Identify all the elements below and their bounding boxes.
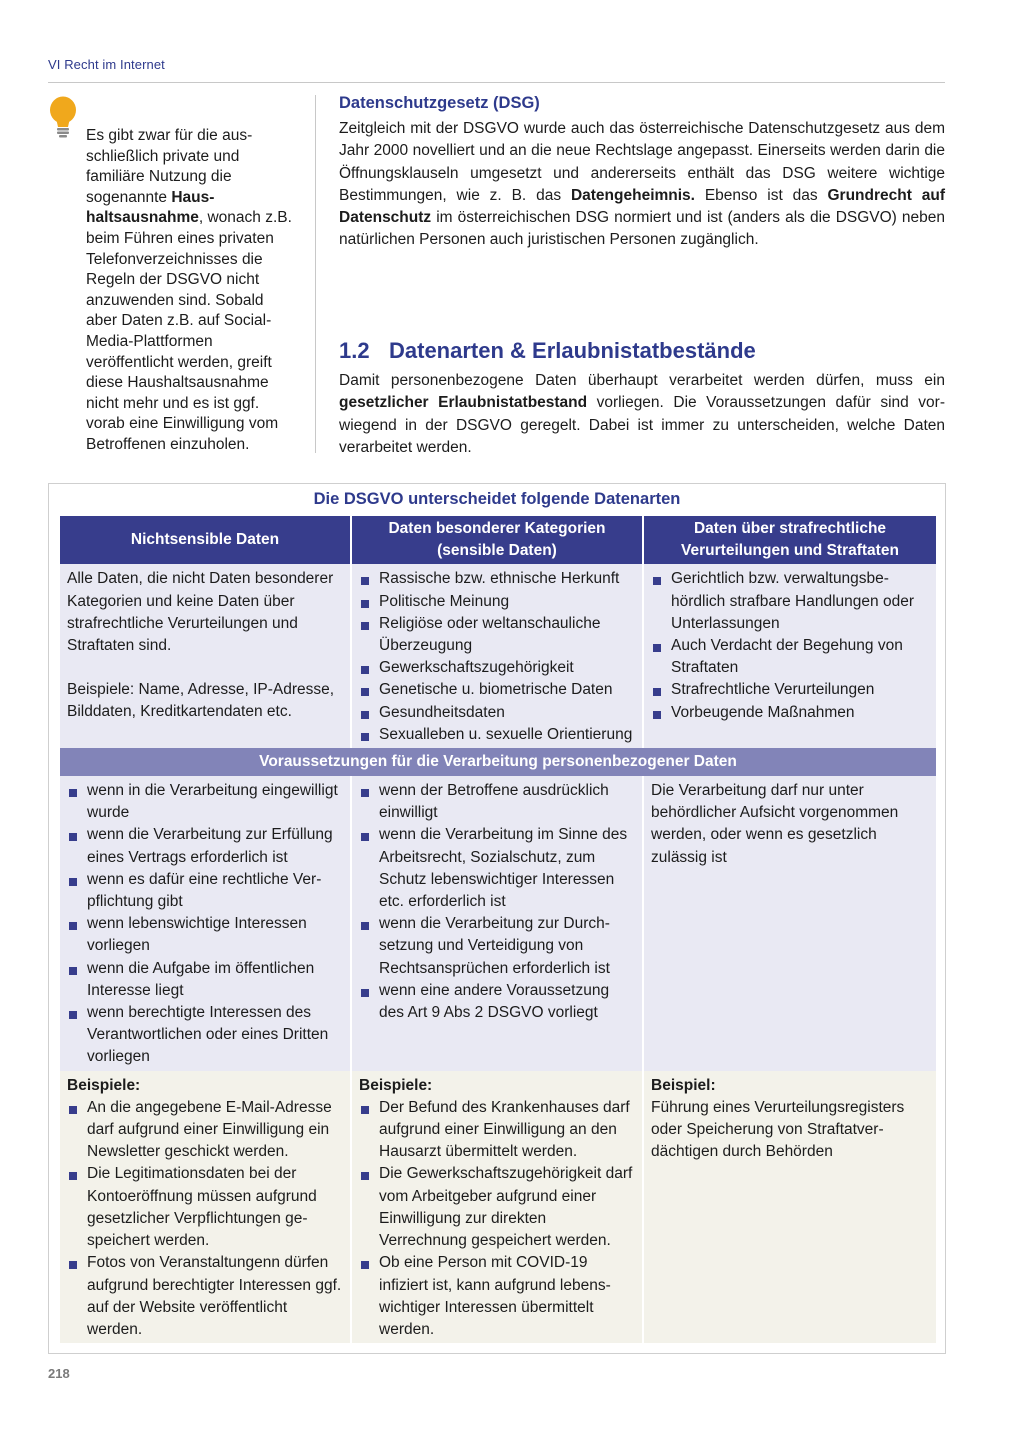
bullet-list [359, 780, 635, 1024]
margin-note-text [48, 126, 298, 456]
page-number: 218 [48, 1366, 70, 1381]
list-item: wenn die Verarbeitung im Sinne des Arbeitsrecht, Sozialschutz, zum Schutz lebenswichtiger Interessen etc. erforderlich ist [359, 824, 635, 913]
data-types-table [58, 516, 938, 1343]
dsg-section [339, 94, 945, 252]
list-item: Die Legitimationsdaten bei der Kontoeröffnung müssen aufgrund gesetzlicher Verpflichtungen gespeichert werden. [67, 1163, 343, 1252]
bullet-list [67, 780, 343, 1069]
list-item: Religiöse oder weltanschauliche Überzeugung [359, 613, 635, 657]
section-title: Datenarten & Erlaubnistatbestände [389, 338, 756, 364]
table-cell [59, 564, 351, 748]
examples-label: Beispiele: [67, 1076, 141, 1094]
list-item: Sexualleben u. sexuelle Orientierung [359, 724, 635, 746]
section-intro [339, 370, 945, 459]
bullet-list [359, 1097, 635, 1341]
list-item: Der Befund des Krankenhauses darf aufgrund einer Einwilligung an den Hausarzt übermittelt werden. [359, 1097, 635, 1164]
table-row-definitions [59, 564, 937, 748]
margin-note [48, 96, 298, 456]
list-item: An die angegebene E-Mail-Adresse darf aufgrund einer Einwilligung ein Newsletter geschickt werden. [67, 1097, 343, 1164]
cell-text: Die Verarbeitung darf nur unter behördlicher Aufsicht vorgenommen werden, oder wenn es gesetzlich zulässig ist [651, 782, 899, 866]
list-item: Fotos von Veranstaltungenn dürfen aufgrund berechtigter Interessen ggf. auf der Website veröffentlicht werden. [67, 1252, 343, 1341]
list-item: Vorbeugende Maßnahmen [651, 702, 929, 724]
column-header: Daten besonderer Kategorien (sensible Daten) [351, 516, 643, 564]
list-item: Gesundheitsdaten [359, 702, 635, 724]
list-item: wenn es dafür eine rechtliche Verpflichtung gibt [67, 869, 343, 913]
list-item: Die Gewerkschaftszugehörigkeit darf vom Arbeitgeber aufgrund einer Einwilligung zur direkten Verrechnung gespeichert werden. [359, 1163, 635, 1252]
running-head: VI Recht im Internet [48, 57, 165, 72]
band-heading: Voraussetzungen für die Verarbeitung personenbezogener Daten [59, 748, 937, 776]
section-number: 1.2 [339, 338, 370, 364]
intro-bold: gesetzlicher Erlaubnistatbestand [339, 394, 588, 412]
dsg-text-2: Ebenso ist das [694, 186, 828, 204]
cell-text: Führung eines Verurteilungsregisters oder Speicherung von Straftatverdächtigen durch Behörden [651, 1098, 905, 1161]
intro-text-1: Damit personenbezogene Daten überhaupt verarbeitet werden dürfen, muss ein [339, 372, 945, 389]
box-title: Die DSGVO unterscheidet folgende Datenarten [313, 490, 681, 508]
list-item: Politische Meinung [359, 591, 635, 613]
list-item: Gewerkschaftszugehörigkeit [359, 657, 635, 679]
list-item: wenn der Betroffene ausdrücklich einwilligt [359, 780, 635, 824]
margin-note-text-end: , wonach z.B. beim Führen eines privaten Telefonverzeichnisses die Regeln der DSGVO nicht anzuwenden sind. Sobald aber Daten z.B. auf Social-Media-Plattformen veröffentlicht werden, greift diese Haushaltsausnahme nicht mehr und es ist ggf. vorab eine Einwilligung vom Betroffenen einzuholen. [86, 209, 292, 453]
cell-text: Beispiele: Name, Adresse, IP-Adresse, Bilddaten, Kreditkartendaten etc. [67, 681, 335, 721]
table-row-examples [59, 1071, 937, 1343]
examples-label: Beispiel: [651, 1076, 716, 1094]
table-cell [643, 776, 937, 1071]
list-item: wenn eine andere Voraussetzung des Art 9 Abs 2 DSGVO vorliegt [359, 980, 635, 1024]
dsg-paragraph [339, 118, 945, 252]
list-item: wenn die Verarbeitung zur Durchsetzung und Verteidigung von Rechtsansprüchen erforderlich ist [359, 913, 635, 980]
table-cell [643, 564, 937, 748]
list-item: Strafrechtliche Verurteilungen [651, 679, 929, 701]
section-heading [339, 338, 756, 364]
bullet-list [67, 1097, 343, 1341]
intro-paragraph [339, 370, 945, 459]
table-header-row [59, 516, 937, 564]
table-cell [59, 776, 351, 1071]
list-item: wenn die Aufgabe im öffentlichen Interesse liegt [67, 958, 343, 1002]
list-item: Ob eine Person mit COVID-19 infiziert ist, kann aufgrund lebenswichtiger Interessen übermittelt werden. [359, 1252, 635, 1341]
margin-note-bold: Haushaltsausnahme [86, 188, 215, 227]
table-band-row [59, 748, 937, 776]
lightbulb-icon [48, 96, 78, 140]
column-divider [315, 95, 316, 453]
bullet-list [359, 568, 635, 746]
list-item: wenn lebenswichtige Interessen vorliegen [67, 913, 343, 957]
data-types-box [48, 483, 946, 1354]
dsg-bold-2: Grundrecht auf Datenschutz [339, 186, 946, 227]
cell-text: Alle Daten, die nicht Daten besonderer Kategorien und keine Daten über strafrechtliche Verurteilungen und Straftaten sind. [67, 570, 334, 655]
list-item: Rassische bzw. ethnische Herkunft [359, 568, 635, 590]
list-item: wenn in die Verarbeitung eingewilligt wurde [67, 780, 343, 824]
list-item: wenn berechtigte Interessen des Verantwortlichen oder eines Dritten vorliegen [67, 1002, 343, 1069]
column-header: Nichtsensible Daten [59, 516, 351, 564]
list-item: wenn die Verarbeitung zur Erfüllung eines Vertrags erforderlich ist [67, 824, 343, 868]
table-cell [351, 564, 643, 748]
dsg-heading: Datenschutzgesetz (DSG) [339, 94, 540, 112]
header-divider [48, 82, 945, 83]
list-item: Auch Verdacht der Begehung von Straftaten [651, 635, 929, 679]
table-cell [643, 1071, 937, 1343]
column-header: Daten über strafrechtliche Verurteilungen und Straftaten [643, 516, 937, 564]
list-item: Genetische u. biometrische Daten [359, 679, 635, 701]
table-cell [351, 1071, 643, 1343]
intro-text-2: vorliegen. Die Voraussetzungen dafür sind vorwiegend in der DSGVO geregelt. Dabei ist immer zu unterscheiden, welche Daten verarbeitet werden. [339, 394, 945, 456]
margin-note-text-start: Es gibt zwar für die ausschließlich private und familiäre Nutzung die sogenannte [86, 127, 253, 206]
list-item: Gerichtlich bzw. verwaltungsbehördlich strafbare Handlungen oder Unterlassungen [651, 568, 929, 635]
table-cell [59, 1071, 351, 1343]
dsg-text-1: Zeitgleich mit der DSGVO wurde auch das österreichische Datenschutzgesetz aus dem Jahr 2000 novelliert und an die neue Rechtslage angepasst. Einerseits werden darin die Öffnungsklauseln umgesetzt und andererseits enthält das DSG weitere wichtige Bestimmungen, wie z. B. das [339, 120, 945, 204]
bullet-list [651, 568, 929, 723]
table-row-conditions [59, 776, 937, 1071]
dsg-text-3: im österreichischen DSG normiert und ist (anders als die DSGVO) neben natürlichen Personen auch juristischen Personen zugänglich. [339, 209, 945, 249]
dsg-bold-1: Datengeheimnis. [570, 186, 695, 204]
table-cell [351, 776, 643, 1071]
examples-label: Beispiele: [359, 1076, 433, 1094]
